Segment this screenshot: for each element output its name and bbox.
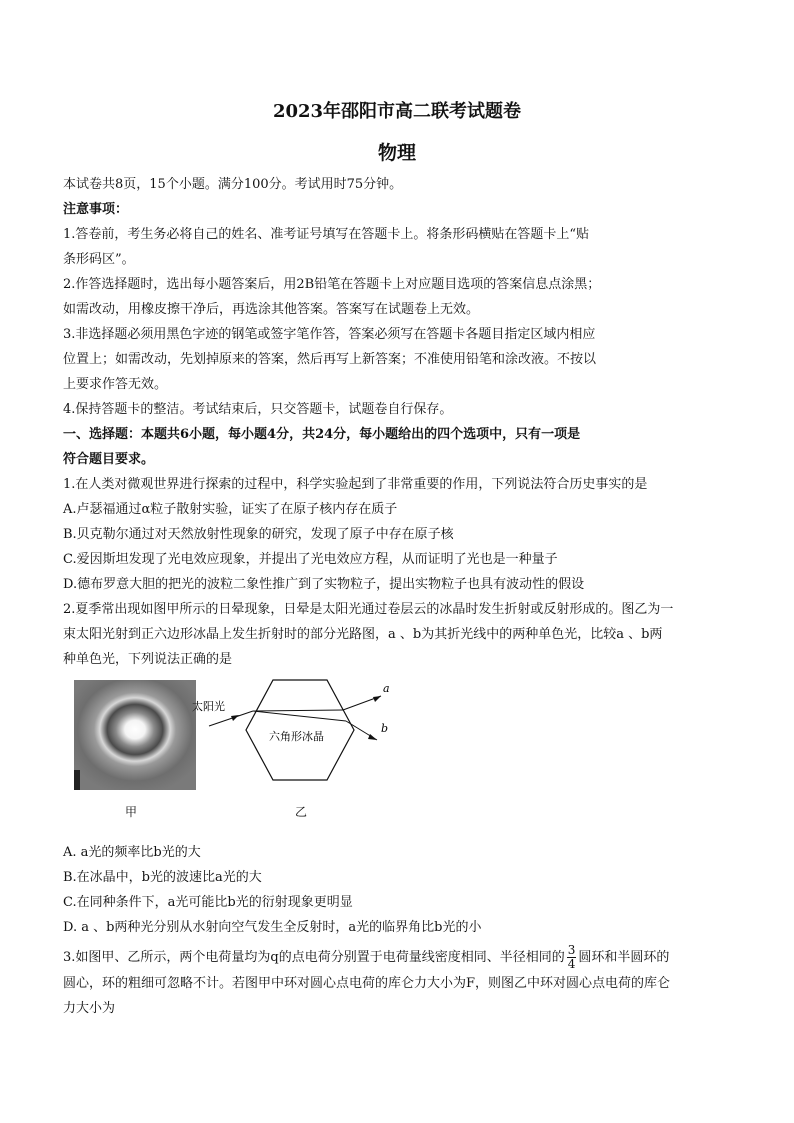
intro-line: 本试卷共8页，15个小题。满分100分。考试用时75分钟。 — [63, 177, 403, 192]
fraction-numerator: 3 — [567, 943, 576, 957]
q1-option-b: B.贝克勒尔通过对天然放射性现象的研究，发现了原子中存在原子核 — [63, 527, 454, 542]
caption-yi: 乙 — [295, 805, 308, 819]
q2-stem-2: 束太阳光射到正六边形冰晶上发生折射时的部分光路图，a 、b为其折光线中的两种单色光，比较a 、b两 — [63, 627, 663, 642]
label-ray-b: b — [381, 722, 389, 735]
q3-stem-1 — [63, 944, 731, 971]
exam-body — [63, 172, 731, 1021]
label-sunlight: 太阳光 — [192, 700, 225, 713]
label-ice-crystal: 六角形冰晶 — [269, 730, 324, 743]
q1-option-c: C.爱因斯坦发现了光电效应现象，并提出了光电效应方程，从而证明了光也是一种量子 — [63, 552, 558, 567]
note-1b: 条形码区”。 — [63, 252, 135, 267]
section-1-line2: 符合题目要求。 — [63, 452, 155, 467]
q2-stem-3: 种单色光，下列说法正确的是 — [63, 652, 233, 667]
q3-stem-2: 圆心，环的粗细可忽略不计。若图甲中环对圆心点电荷的库仑力大小为F，则图乙中环对圆心点电荷的库仑 — [63, 976, 671, 991]
q2-option-a: A. a光的频率比b光的大 — [63, 845, 201, 860]
notes-heading: 注意事项： — [63, 202, 129, 217]
q2-stem-1: 2.夏季常出现如图甲所示的日晕现象，日晕是太阳光通过卷层云的冰晶时发生折射或反射形成的。图乙为一 — [63, 602, 674, 617]
q2-option-b: B.在冰晶中，b光的波速比a光的大 — [63, 870, 262, 885]
q1-stem: 1.在人类对微观世界进行探索的过程中，科学实验起到了非常重要的作用，下列说法符合历史事实的是 — [63, 477, 648, 492]
caption-jia: 甲 — [125, 805, 138, 819]
note-2b: 如需改动，用橡皮擦干净后，再选涂其他答案。答案写在试题卷上无效。 — [63, 302, 480, 317]
note-4: 4.保持答题卡的整洁。考试结束后，只交答题卡，试题卷自行保存。 — [63, 402, 453, 417]
section-1-line1: 一、选择题：本题共6小题，每小题4分，共24分，每小题给出的四个选项中，只有一项是 — [63, 427, 581, 442]
note-2a: 2.作答选择题时，选出每小题答案后，用2B铅笔在答题卡上对应题目选项的答案信息点涂黑； — [63, 277, 601, 292]
exam-title: 2023年邵阳市高二联考试题卷 — [272, 101, 522, 122]
halo-photo — [74, 680, 196, 790]
subject-title: 物理 — [377, 142, 416, 164]
note-3c: 上要求作答无效。 — [63, 377, 168, 392]
fraction-denominator: 4 — [567, 957, 576, 971]
q3-stem-3: 力大小为 — [63, 1001, 116, 1016]
hexagon-ray-diagram — [191, 678, 409, 806]
label-ray-a: a — [383, 682, 390, 695]
q1-option-a: A.卢瑟福通过α粒子散射实验，证实了在原子核内存在质子 — [63, 502, 398, 517]
q2-option-d: D. a 、b两种光分别从水射向空气发生全反射时，a光的临界角比b光的小 — [63, 920, 482, 935]
q2-option-c: C.在同种条件下，a光可能比b光的衍射现象更明显 — [63, 895, 353, 910]
q3-stem-1-pre: 3.如图甲、乙所示，两个电荷量均为q的点电荷分别置于电荷量线密度相同、半径相同的 — [63, 950, 565, 965]
note-3b: 位置上；如需改动，先划掉原来的答案，然后再写上新答案；不准使用铅笔和涂改液。不按以 — [63, 352, 597, 367]
note-1a: 1.答卷前，考生务必将自己的姓名、准考证号填写在答题卡上。将条形码横贴在答题卡上“贴 — [63, 227, 590, 242]
fraction-three-quarters — [567, 944, 577, 971]
q3-stem-1-post: 圆环和半圆环的 — [578, 950, 670, 965]
q1-option-d: D.德布罗意大胆的把光的波粒二象性推广到了实物粒子，提出实物粒子也具有波动性的假设 — [63, 577, 585, 592]
q2-figure — [63, 678, 731, 840]
note-3a: 3.非选择题必须用黑色字迹的钢笔或签字笔作答，答案必须写在答题卡各题目指定区域内相应 — [63, 327, 596, 342]
